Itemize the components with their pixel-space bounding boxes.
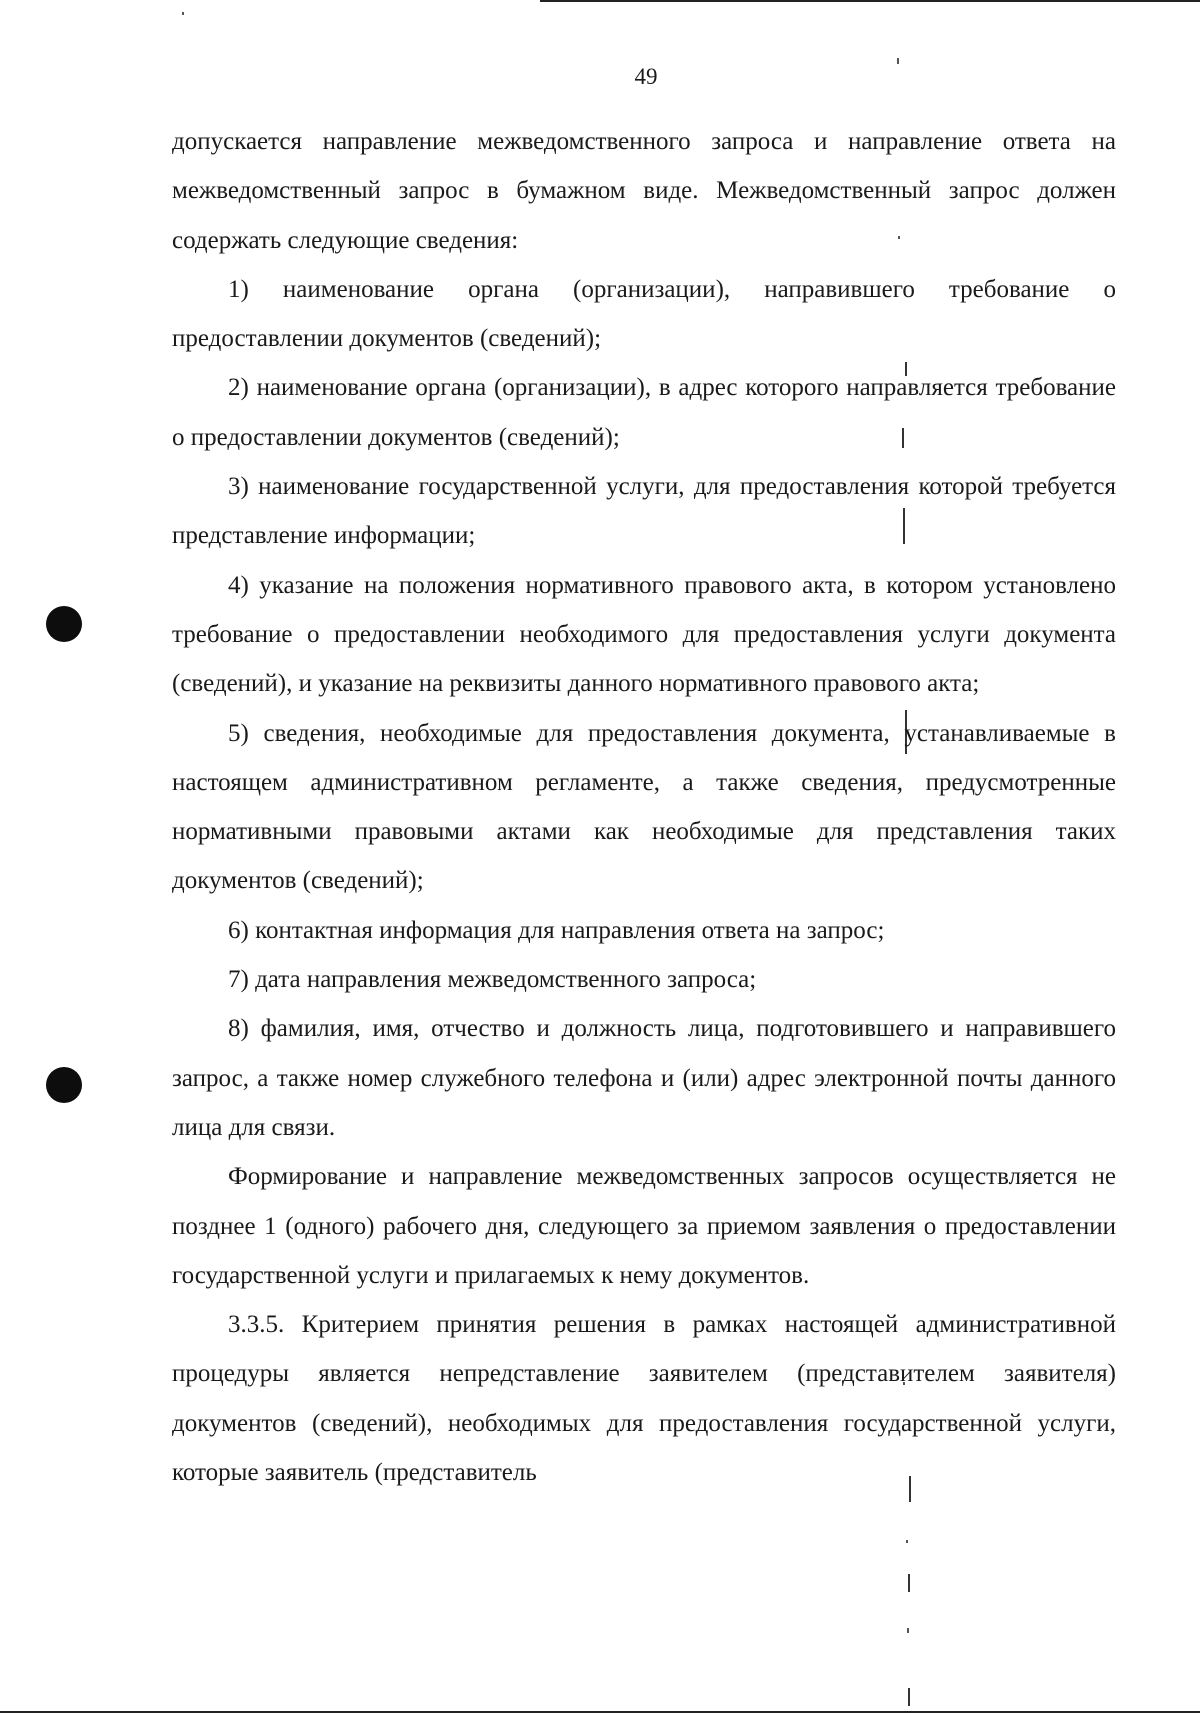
scan-speck bbox=[906, 1540, 908, 1543]
list-item-6: 6) контактная информация для направления ответа на запрос; bbox=[228, 916, 885, 944]
list-item-3: 3) наименование государственной услуги, для предоставления которой требуется представление информации; bbox=[172, 473, 1116, 550]
paragraph-3-3-5: 3.3.5. Критерием принятия решения в рамках настоящей административной процедуры является непредставление заявителем (представителем заявителя) документов (сведений), необходимых для предоставления государственной услуги, которые заявитель (представитель bbox=[172, 1311, 1116, 1487]
list-item-1: 1) наименование органа (организации), направившего требование о предоставлении документов (сведений); bbox=[172, 275, 1116, 353]
list-item-4: 4) указание на положения нормативного правового акта, в котором установлено требование о предоставлении необходимого для предоставления услуги документа (сведений), и указание на реквизиты данного нормативного правового акта; bbox=[172, 571, 1116, 698]
list-item-5: 5) сведения, необходимые для предоставления документа, устанавливаемые в настоящем административном регламенте, а также сведения, предусмотренные нормативными правовыми актами как необходимые для представления таких документов (сведений); bbox=[172, 719, 1116, 895]
scan-border-top bbox=[540, 0, 1200, 2]
list-item-8: 8) фамилия, имя, отчество и должность лица, подготовившего и направившего запрос, а также номер служебного телефона и (или) адрес электронной почты данного лица для связи. bbox=[172, 1015, 1116, 1141]
scan-mark bbox=[908, 1688, 910, 1706]
punch-hole bbox=[46, 1067, 82, 1103]
paragraph-intro: допускается направление межведомственного запроса и направление ответа на межведомственный запрос в бумажном виде. Межведомственный запрос должен содержать следующие сведения: bbox=[172, 128, 1116, 254]
scan-speck bbox=[907, 1628, 909, 1633]
scan-border-bottom bbox=[0, 1711, 1200, 1713]
list-item-7: 7) дата направления межведомственного запроса; bbox=[228, 966, 757, 994]
list-item-2: 2) наименование органа (организации), в адрес которого направляется требование о предоставлении документов (сведений); bbox=[172, 374, 1116, 451]
scan-speck bbox=[182, 12, 184, 15]
document-body bbox=[172, 117, 1116, 1497]
page-number: 49 bbox=[634, 64, 658, 89]
scan-mark bbox=[908, 1574, 910, 1592]
punch-hole bbox=[46, 606, 82, 642]
paragraph-formation: Формирование и направление межведомственных запросов осуществляется не позднее 1 (одного) рабочего дня, следующего за приемом заявления о предоставлении государственной услуги и прилагаемых к нему документов. bbox=[172, 1163, 1116, 1289]
